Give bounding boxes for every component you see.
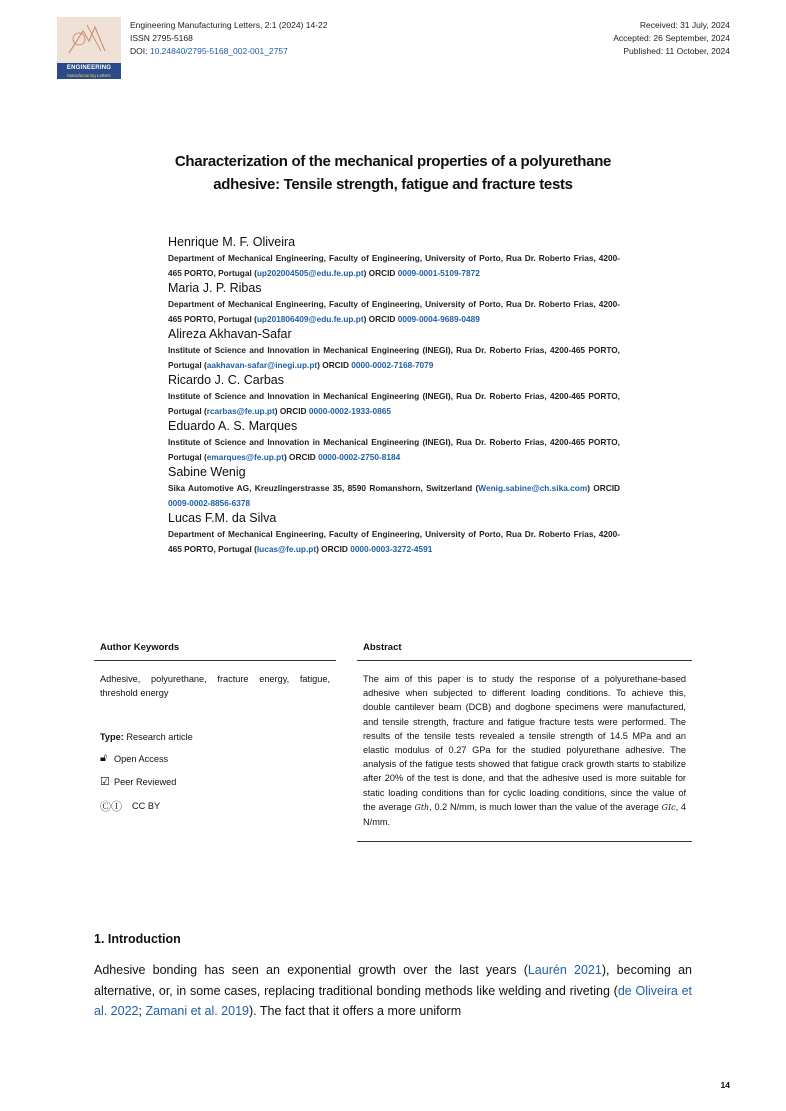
published-date: Published: 11 October, 2024 <box>623 46 730 56</box>
received-date: Received: 31 July, 2024 <box>639 20 730 30</box>
author-affiliation: Institute of Science and Innovation in Mechanical Engineering (INEGI), Rua Dr. Roberto Frias, 4200-465 PORTO, Portugal (rcarbas@fe.up.pt) ORCID 0000-0002-1933-0865 <box>168 391 620 416</box>
citation-link[interactable]: de Oliveira et al. 2022 <box>94 983 692 1018</box>
open-lock-icon: 🔓︎ <box>100 752 108 764</box>
logo-text: ENGINEERING <box>66 65 112 71</box>
author-email[interactable]: aakhavan-safar@inegi.up.pt <box>206 359 318 370</box>
author-entry <box>168 418 620 464</box>
license-line <box>100 798 336 814</box>
type-label: Type: <box>100 732 124 742</box>
abstract-panel <box>357 637 692 842</box>
author-name: Alireza Akhavan-Safar <box>168 327 292 341</box>
page-number: 14 <box>720 1080 730 1090</box>
author-email[interactable]: Wenig.sabine@ch.sika.com <box>478 483 588 493</box>
author-orcid[interactable]: 0009-0001-5109-7872 <box>397 267 480 278</box>
author-affiliation: Institute of Science and Innovation in Mechanical Engineering (INEGI), Rua Dr. Roberto Frias, 4200-465 PORTO, Portugal (emarques@fe.up.pt) ORCID 0000-0002-2750-8184 <box>168 437 620 462</box>
author-email[interactable]: rcarbas@fe.up.pt <box>206 405 275 416</box>
author-name: Henrique M. F. Oliveira <box>168 235 296 249</box>
header-left <box>130 19 328 58</box>
open-access-line <box>100 752 336 765</box>
introduction-paragraph: Adhesive bonding has seen an exponential growth over the last years (Laurén 2021), becoming an alternative, or, in some cases, replacing traditional bonding methods like welding and riveting (de Oliveira et al. 2022; Zamani et al. 2019). The fact that it offers a more uniform <box>94 963 692 1018</box>
author-entry <box>168 510 620 556</box>
doi-label: DOI: <box>130 46 148 56</box>
symbol-gth: Gth <box>414 802 430 812</box>
article-type <box>100 732 336 742</box>
abstract-text: The aim of this paper is to study the response of a polyurethane-based adhesive when subjected to different loading conditions. To achieve this, double cantilever beam (DCB) and dogbone specimens were manufactured, and tensile strength, fracture and fatigue fracture tests were performed. The results of the tensile tests revealed a tensile strength of 14.5 MPa and an elastic modulus of 0.27 GPa for the studied polyurethane adhesive. The analysis of the fatigue tests showed that fatigue crack growth starts to stabilize after 20% of the test is done, and that the adhesive used is more suitable for static loading conditions than for cyclic loading conditions, since the value of the average Gth, 0.2 N/mm, is much lower than the value of the average GIc, 4 N/mm. <box>357 661 692 842</box>
accepted-date: Accepted: 26 September, 2024 <box>613 33 730 43</box>
symbol-gic: GIc <box>661 802 676 812</box>
author-affiliation: Department of Mechanical Engineering, Faculty of Engineering, University of Porto, Rua Dr. Roberto Frias, 4200-465 PORTO, Portugal (lucas@fe.up.pt) ORCID 0000-0003-3272-4591 <box>168 529 620 554</box>
author-entry <box>168 326 620 372</box>
doi-line <box>130 45 328 58</box>
author-orcid[interactable]: 0009-0004-9689-0489 <box>397 313 480 324</box>
section-heading-introduction: 1. Introduction <box>94 932 181 946</box>
author-entry <box>168 464 620 510</box>
author-affiliation: Department of Mechanical Engineering, Faculty of Engineering, University of Porto, Rua Dr. Roberto Frias, 4200-465 PORTO, Portugal (up201806409@edu.fe.up.pt) ORCID 0009-0004-9689-0489 <box>168 299 620 324</box>
author-name: Lucas F.M. da Silva <box>168 511 277 525</box>
paper-title: Characterization of the mechanical properties of a polyurethane adhesive: Tensile strength, fatigue and fracture tests <box>174 153 612 193</box>
abstract-heading: Abstract <box>357 637 692 661</box>
open-access-label: Open Access <box>114 753 169 764</box>
journal-citation: Engineering Manufacturing Letters, 2:1 (2024) 14-22 <box>130 20 328 30</box>
author-email[interactable]: up201806409@edu.fe.up.pt <box>256 313 364 324</box>
author-orcid[interactable]: 0009-0002-8856-6378 <box>168 497 251 508</box>
author-name: Sabine Wenig <box>168 465 246 479</box>
license-label[interactable]: CC BY <box>132 801 161 811</box>
author-affiliation: Sika Automotive AG, Kreuzlingerstrasse 35, 8590 Romanshorn, Switzerland (Wenig.sabine@ch.sika.com) ORCID 0009-0002-8856-6378 <box>168 483 621 508</box>
author-orcid[interactable]: 0000-0002-1933-0865 <box>308 405 391 416</box>
author-entry <box>168 234 620 280</box>
peer-reviewed-line <box>100 775 336 788</box>
author-email[interactable]: lucas@fe.up.pt <box>256 543 317 554</box>
logo-subtext: Manufacturing Letters <box>67 73 111 78</box>
issn: ISSN 2795-5168 <box>130 33 193 43</box>
type-value: Research article <box>126 732 193 742</box>
author-affiliation: Institute of Science and Innovation in Mechanical Engineering (INEGI), Rua Dr. Roberto Frias, 4200-465 PORTO, Portugal (aakhavan-safar@inegi.up.pt) ORCID 0000-0002-7168-7079 <box>168 345 620 370</box>
journal-logo <box>57 17 121 79</box>
peer-reviewed-label: Peer Reviewed <box>114 776 177 787</box>
author-orcid[interactable]: 0000-0002-2750-8184 <box>318 451 401 462</box>
keywords-panel <box>94 637 336 814</box>
keywords-text: Adhesive, polyurethane, fracture energy, fatigue, threshold energy <box>100 674 330 698</box>
author-email[interactable]: up202004505@edu.fe.up.pt <box>256 267 364 278</box>
author-entry <box>168 372 620 418</box>
logo-artwork <box>65 21 109 57</box>
author-email[interactable]: emarques@fe.up.pt <box>206 451 284 462</box>
author-affiliation: Department of Mechanical Engineering, Faculty of Engineering, University of Porto, Rua Dr. Roberto Frias, 4200-465 PORTO, Portugal (up202004505@edu.fe.up.pt) ORCID 0009-0001-5109-7872 <box>168 253 620 278</box>
author-name: Ricardo J. C. Carbas <box>168 373 285 387</box>
checklist-icon: ☑ <box>100 776 110 788</box>
cc-by-icon: ⒸⒾ <box>100 801 122 813</box>
author-orcid[interactable]: 0000-0002-7168-7079 <box>351 359 434 370</box>
doi-link[interactable]: 10.24840/2795-5168_002-001_2757 <box>149 46 288 56</box>
citation-link[interactable]: Laurén 2021 <box>527 963 602 977</box>
header-right <box>613 19 730 58</box>
author-list <box>168 234 620 556</box>
author-entry <box>168 280 620 326</box>
keywords-heading: Author Keywords <box>94 637 336 661</box>
author-name: Eduardo A. S. Marques <box>168 419 298 433</box>
citation-link[interactable]: Zamani et al. 2019 <box>145 1004 249 1018</box>
author-orcid[interactable]: 0000-0003-3272-4591 <box>350 543 433 554</box>
author-name: Maria J. P. Ribas <box>168 281 262 295</box>
